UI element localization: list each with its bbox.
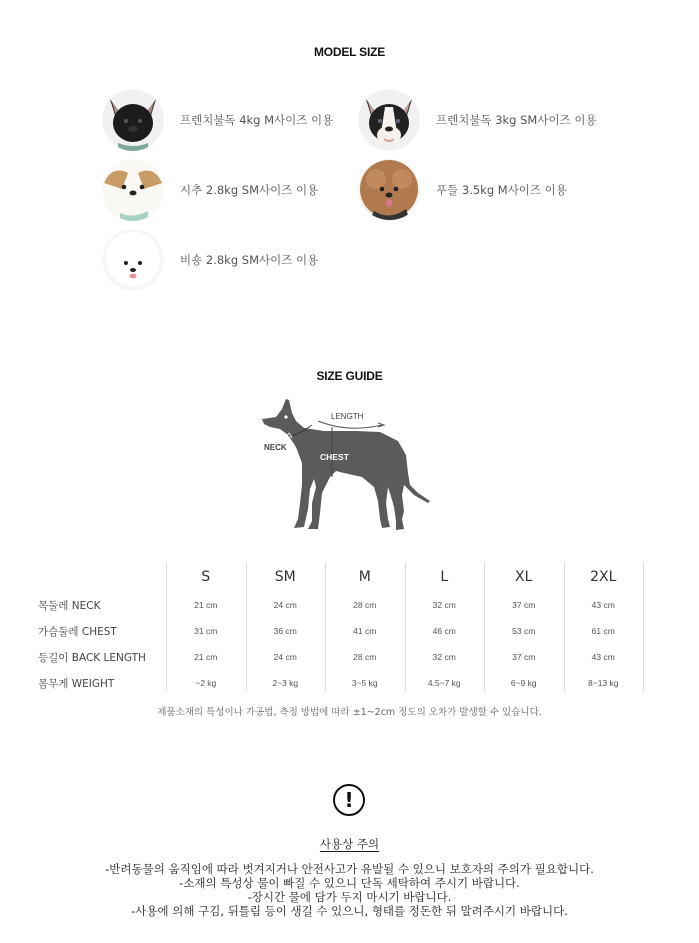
table-cell: 61 cm [591,626,615,636]
column-divider [564,562,565,692]
table-cell: 28 cm [353,652,377,662]
size-guide-title: SIZE GUIDE [316,369,383,383]
model-label: 시추 2.8kg SM사이즈 이용 [180,183,319,197]
french-bulldog-pied-avatar [358,89,420,151]
caution-title: 사용상 주의 [319,837,380,851]
table-cell: 43 cm [591,600,615,610]
model-item-shih-tzu [102,159,318,221]
table-cell: ~2 kg [195,678,217,688]
caution-line: -사용에 의해 구김, 뒤틀림 등이 생길 수 있으니, 형태를 정돈한 뒤 말려주시기 바랍니다. [131,904,568,918]
model-label: 비숑 2.8kg SM사이즈 이용 [180,253,319,267]
poodle-avatar [358,159,420,221]
table-cell: 8~13 kg [588,678,619,688]
table-cell: 46 cm [432,626,456,636]
neck-label: NECK [264,443,287,452]
table-cell: 6~9 kg [510,678,537,688]
exclamation-circle-icon: ! [333,784,365,816]
table-cell: 53 cm [512,626,536,636]
column-header: XL [515,569,533,585]
column-header: 2XL [590,569,617,585]
row-label: 목둘레 NECK [38,599,101,612]
table-cell: 43 cm [591,652,615,662]
column-header: M [358,569,371,585]
table-cell: 37 cm [512,652,536,662]
column-divider [246,562,247,692]
table-cell: 21 cm [194,600,218,610]
table-cell: 24 cm [273,652,297,662]
column-divider [405,562,406,692]
table-row-neck [38,592,648,618]
table-header-row [38,562,648,592]
column-header: L [440,569,449,585]
table-cell: 2~3 kg [272,678,299,688]
caution-line: -반려동물의 움직임에 따라 벗겨지거나 안전사고가 유발될 수 있으니 보호자의 주의가 필요합니다. [105,862,594,876]
model-item-bichon [102,229,318,291]
length-label: LENGTH [331,412,364,421]
table-cell: 24 cm [273,600,297,610]
column-header: S [201,569,211,585]
caution-list [0,862,699,918]
table-cell: 36 cm [273,626,297,636]
caution-line: -소재의 특성상 물이 빠질 수 있으니 단독 세탁하여 주시기 바랍니다. [179,876,520,890]
table-cell: 3~5 kg [351,678,378,688]
column-divider [325,562,326,692]
table-cell: 28 cm [353,600,377,610]
table-cell: 32 cm [432,652,456,662]
model-label: 푸들 3.5kg M사이즈 이용 [436,183,567,197]
table-cell: 4.5~7 kg [427,678,461,688]
shih-tzu-avatar [102,159,164,221]
model-item-french-bulldog-pied [358,89,597,151]
dog-silhouette-icon [258,395,438,540]
table-row-chest [38,618,648,644]
table-cell: 37 cm [512,600,536,610]
table-cell: 32 cm [432,600,456,610]
table-cell: 21 cm [194,652,218,662]
bichon-avatar [102,229,164,291]
dog-measurement-diagram [258,395,438,540]
column-divider [643,562,644,692]
column-divider [166,562,167,692]
column-header: SM [274,569,296,585]
table-cell: 41 cm [353,626,377,636]
table-row-weight [38,670,648,696]
french-bulldog-black-avatar [102,89,164,151]
caution-line: -장시간 물에 담가 두지 마시기 바랍니다. [247,890,452,904]
column-divider [484,562,485,692]
model-label: 프렌치불독 4kg M사이즈 이용 [180,113,334,127]
size-table [38,562,648,696]
chest-label: CHEST [320,452,349,462]
model-item-poodle [358,159,567,221]
row-label: 등길이 BACK LENGTH [38,651,146,664]
model-item-french-bulldog-black [102,89,333,151]
model-label: 프렌치불독 3kg SM사이즈 이용 [436,113,597,127]
table-cell: 31 cm [194,626,218,636]
measurement-tolerance-note: 제품소재의 특성이나 가공법, 측정 방법에 따라 ±1~2cm 정도의 오차가 발생할 수 있습니다. [157,707,542,718]
row-label: 몸무게 WEIGHT [38,677,115,690]
model-size-title: MODEL SIZE [313,45,386,59]
table-row-back-length [38,644,648,670]
row-label: 가슴둘레 CHEST [38,625,117,638]
